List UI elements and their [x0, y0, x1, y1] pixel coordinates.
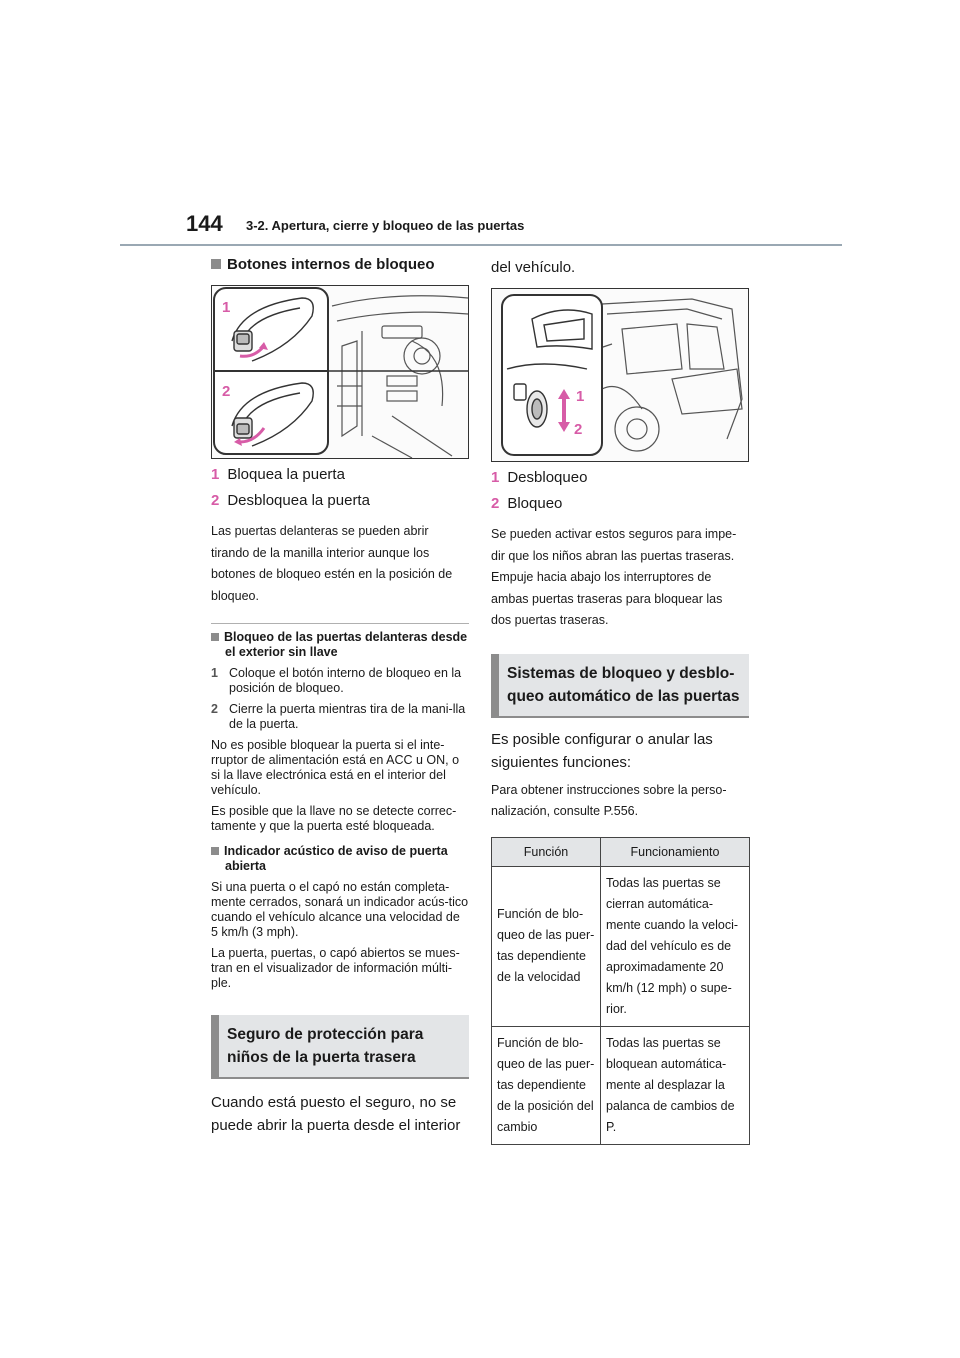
- figure-internal-lock-buttons: [211, 285, 469, 459]
- heading-botones-internos: Botones internos de bloqueo: [211, 256, 469, 273]
- note-front-doors: Las puertas delanteras se pueden abrir tirando de la manilla interior aunque los botones de bloqueo estén en la posición de bloqueo.: [211, 524, 453, 603]
- legend-item: 2 Desbloquea la puerta: [211, 492, 370, 509]
- child-lock-intro: Cuando está puesto el seguro, no se puede abrir la puerta desde el interior: [211, 1094, 461, 1134]
- table-header: Función: [492, 837, 601, 866]
- header-rule: [120, 244, 842, 246]
- section-title: 3-2. Apertura, cierre y bloqueo de las puertas: [246, 218, 525, 233]
- auto-lock-intro: Es posible configurar o anular las siguientes funciones:: [491, 730, 713, 771]
- legend-item: 1 Bloquea la puerta: [211, 466, 345, 483]
- paragraph: Es posible que la llave no se detecte correc-tamente y que la puerta esté bloqueada.: [211, 804, 457, 833]
- page-number: 144: [186, 211, 223, 236]
- note-rear-doors: Se pueden activar estos seguros para impe- dir que los niños abran las puertas traseras. Empuje hacia abajo los interruptores de ambas puertas traseras para bloquear las dos puertas traseras.: [491, 527, 737, 627]
- left-column: [211, 256, 469, 1137]
- square-bullet-icon: [211, 259, 221, 269]
- step-item: 1 Coloque el botón interno de bloqueo en la posición de bloqueo.: [211, 666, 462, 695]
- step-item: 2 Cierre la puerta mientras tira de la mani-lla de la puerta.: [211, 702, 466, 731]
- table-cell: Todas las puertas se cierran automática- mente cuando la veloci- dad del vehículo es de aproximadamente 20 km/h (12 mph) o supe- rior.: [601, 866, 750, 1026]
- paragraph: No es posible bloquear la puerta si el inte-rruptor de alimentación está en ACC u ON, o si la llave electrónica está en el interior del vehículo.: [211, 738, 460, 797]
- subheading-door-open-buzzer: Indicador acústico de aviso de puerta abierta: [211, 844, 469, 874]
- rear-door-illustration: [492, 289, 748, 461]
- paragraph: La puerta, puertas, o capó abiertos se mues-tran en el visualizador de información múlti-ple.: [211, 946, 460, 990]
- table-header: Funcionamiento: [601, 837, 750, 866]
- legend-item: 2 Bloqueo: [491, 495, 563, 512]
- continued-text: del vehículo.: [491, 259, 576, 276]
- function-table: [491, 837, 750, 1145]
- table-cell: Función de blo- queo de las puer- tas dependiente de la posición del cambio: [492, 1026, 601, 1144]
- page-header: [0, 0, 960, 250]
- section-banner-auto-lock: Sistemas de bloqueo y desblo- queo automático de las puertas: [491, 654, 749, 718]
- section-banner-child-lock: Seguro de protección para niños de la puerta trasera: [211, 1015, 469, 1079]
- square-bullet-icon: [211, 633, 219, 641]
- figure-label-2: 2: [574, 421, 583, 438]
- table-cell: Función de blo- queo de las puer- tas dependiente de la velocidad: [492, 866, 601, 1026]
- figure-label-1: 1: [576, 388, 585, 405]
- paragraph: Si una puerta o el capó no están completa-mente cerrados, sonará un indicador acús-tico cuando el vehículo alcance una velocidad de 5 km/h (3 mph).: [211, 880, 469, 939]
- figure-child-lock: [491, 288, 749, 462]
- figure-label-2: 2: [222, 383, 231, 400]
- right-column: [491, 256, 749, 1145]
- table-header-row: [492, 837, 750, 866]
- divider: [211, 623, 469, 624]
- figure-label-1: 1: [222, 299, 231, 316]
- table-row: [492, 866, 750, 1026]
- table-cell: Todas las puertas se bloquean automática- mente al desplazar la palanca de cambios de P.: [601, 1026, 750, 1144]
- legend-item: 1 Desbloqueo: [491, 469, 588, 486]
- square-bullet-icon: [211, 847, 219, 855]
- table-row: [492, 1026, 750, 1144]
- customization-note: Para obtener instrucciones sobre la perso- nalización, consulte P.556.: [491, 782, 727, 818]
- subheading-lock-without-key: Bloqueo de las puertas delanteras desde el exterior sin llave: [211, 630, 469, 660]
- door-panel-illustration: [212, 286, 468, 458]
